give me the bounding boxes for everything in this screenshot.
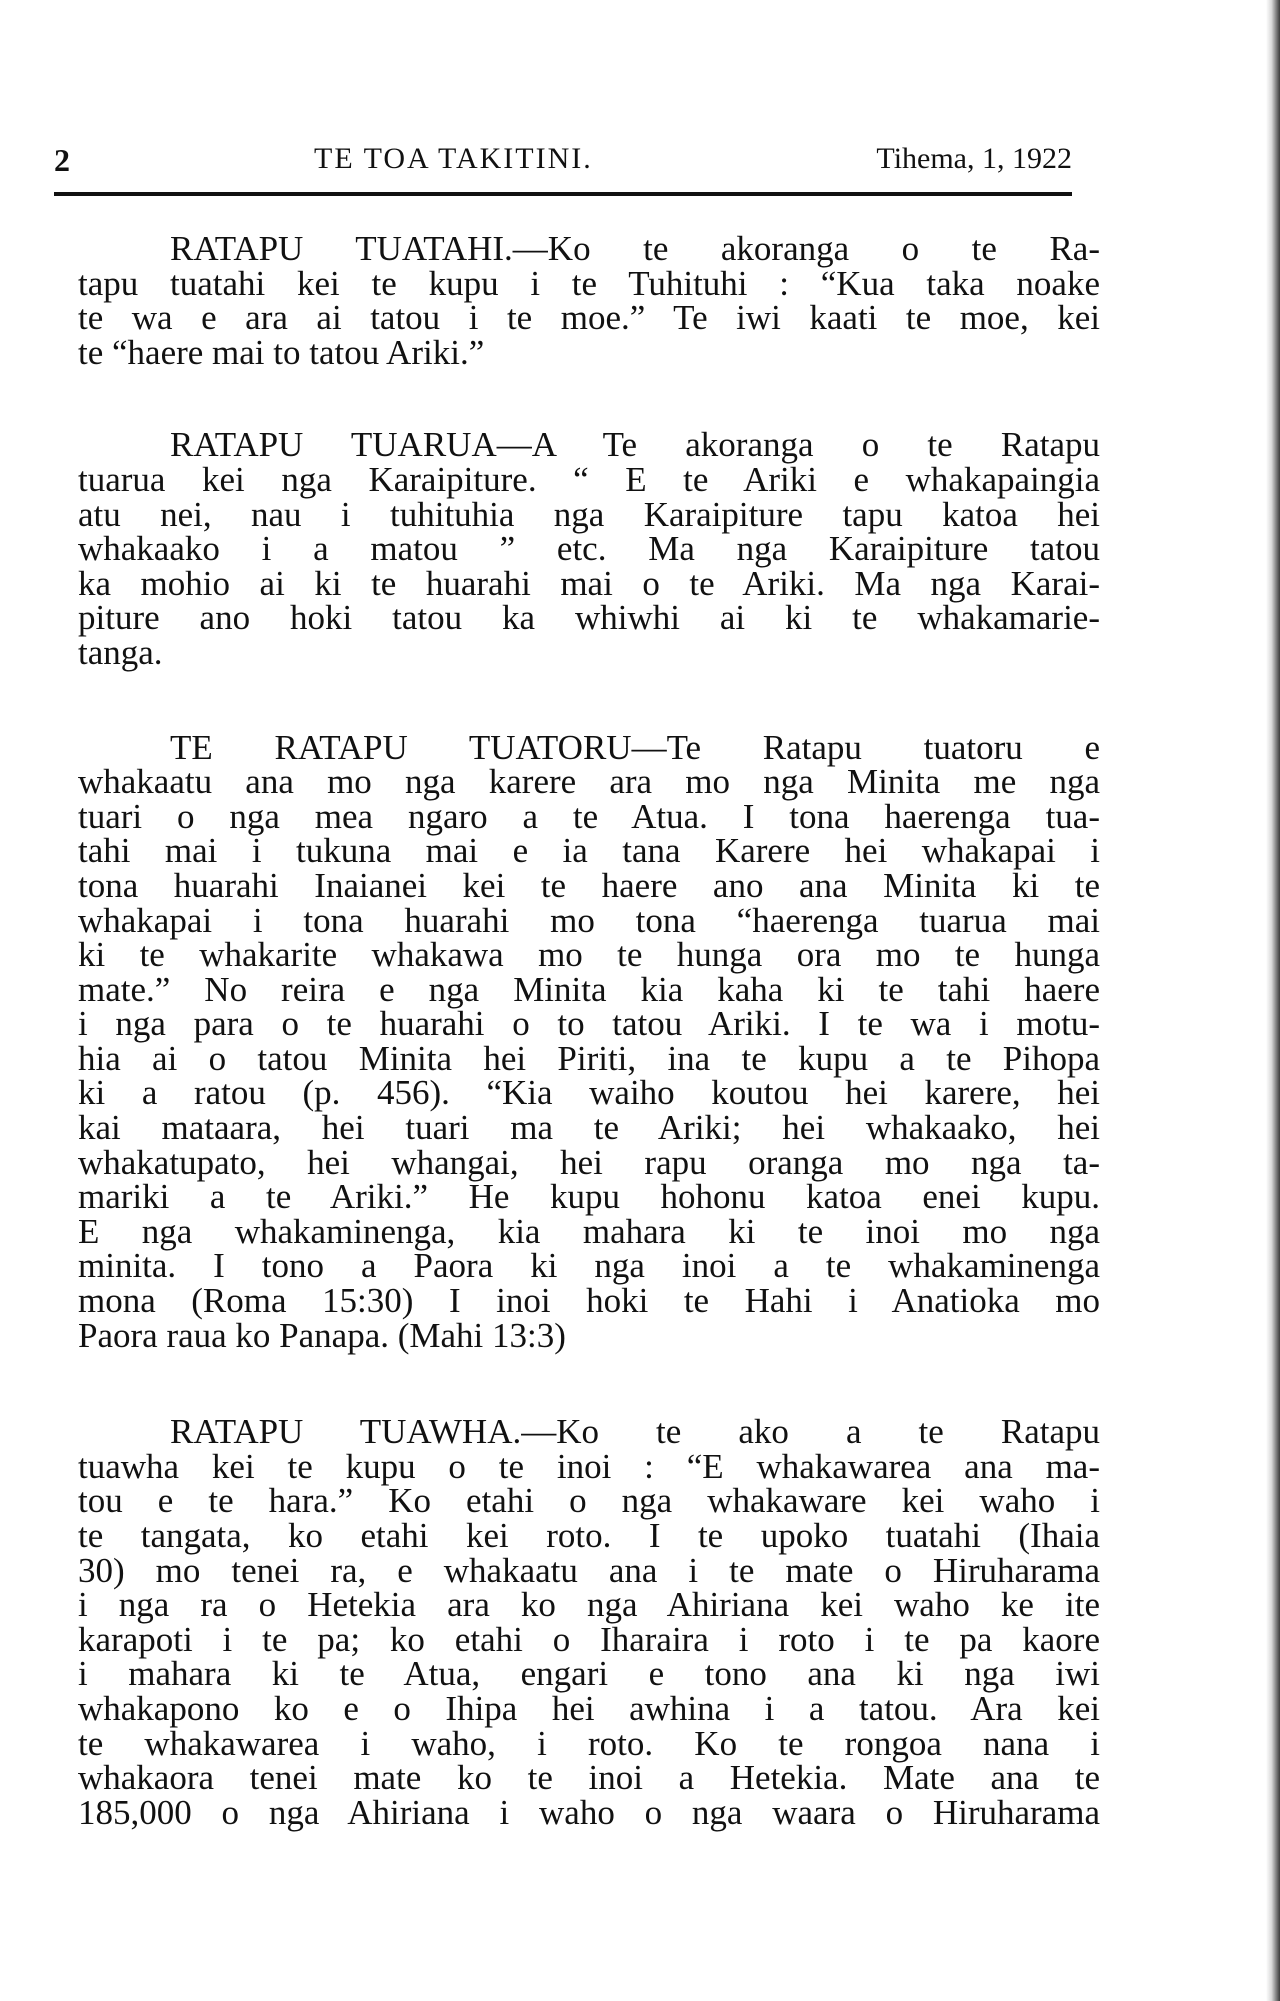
text-line: RATAPU TUARUA—A Te akoranga o te Ratapu [170,425,1100,465]
text-line: i nga ra o Hetekia ara ko nga Ahiriana kei waho ke ite [78,1585,1100,1625]
article-body [78,229,1100,1832]
text-line: te wa e ara ai tatou i te moe.” Te iwi kaati te moe, kei [78,298,1100,338]
text-line: kai mataara, hei tuari ma te Ariki; hei whakaako, hei [78,1108,1100,1148]
text-line: hia ai o tatou Minita hei Piriti, ina te kupu a te Pihopa [78,1038,1100,1078]
text-line: tanga. [78,632,163,672]
text-line: tuawha kei te kupu o te inoi : “E whakawarea ana ma- [78,1446,1100,1486]
text-line: whakaatu ana mo nga karere ara mo nga Minita me nga [78,762,1100,802]
text-line: whakatupato, hei whangai, hei rapu oranga mo nga ta- [78,1142,1100,1182]
text-line: mariki a te Ariki.” He kupu hohonu katoa enei kupu. [78,1177,1100,1217]
text-line: ka mohio ai ki te huarahi mai o te Ariki. Ma nga Karai- [78,563,1100,603]
text-line: i nga para o te huarahi o to tatou Ariki. I te wa i motu- [78,1004,1100,1044]
text-line: piture ano hoki tatou ka whiwhi ai ki te whakamarie- [78,598,1100,638]
page-edge-shadow [1266,0,1280,2001]
text-line: 30) mo tenei ra, e whakaatu ana i te mate o Hiruharama [78,1550,1100,1590]
text-line: tahi mai i tukuna mai e ia tana Karere hei whakapai i [78,831,1100,871]
text-line: minita. I tono a Paora ki nga inoi a te whakaminenga [78,1246,1100,1286]
paragraph-te-ratapu-tuatoru [78,727,1100,1355]
text-line: te tangata, ko etahi kei roto. I te upoko tuatahi (Ihaia [78,1516,1100,1555]
paragraph-ratapu-tuatahi [78,229,1100,372]
running-header [54,142,1072,186]
paragraph-ratapu-tuawha [78,1412,1100,1832]
text-line: mona (Roma 15:30) I inoi hoki te Hahi i Anatioka mo [78,1281,1100,1321]
text-line: tapu tuatahi kei te kupu i te Tuhituhi : “Kua taka noake [78,263,1100,303]
text-line: ki a ratou (p. 456). “Kia waiho koutou hei karere, hei [78,1073,1100,1113]
text-line: whakapai i tona huarahi mo tona “haerenga tuarua mai [78,900,1100,940]
text-line: RATAPU TUAWHA.—Ko te ako a te Ratapu [170,1412,1100,1452]
text-line: ki te whakarite whakawa mo te hunga ora mo te hunga [78,935,1100,975]
text-line: Paora raua ko Panapa. (Mahi 13:3) [78,1315,566,1355]
paragraph-ratapu-tuarua [78,425,1100,672]
text-line: E nga whakaminenga, kia mahara ki te inoi mo nga [78,1211,1100,1251]
text-line: karapoti i te pa; ko etahi o Iharaira i roto i te pa kaore [78,1619,1100,1659]
text-line: whakaako i a matou ” etc. Ma nga Karaipiture tatou [78,529,1100,569]
text-line: whakaora tenei mate ko te inoi a Hetekia. Mate ana te [78,1758,1100,1798]
text-line: tou e te hara.” Ko etahi o nga whakaware kei waho i [78,1481,1100,1521]
text-line: tona huarahi Inaianei kei te haere ano ana Minita ki te [78,865,1100,905]
page-number: 2 [54,142,70,178]
text-line: RATAPU TUATAHI.—Ko te akoranga o te Ra- [170,229,1100,268]
text-line: mate.” No reira e nga Minita kia kaha ki te tahi haere [78,969,1100,1009]
issue-date: Tihema, 1, 1922 [876,142,1072,175]
text-line: whakapono ko e o Ihipa hei awhina i a tatou. Ara kei [78,1688,1100,1728]
journal-title: TE TOA TAKITINI. [314,142,593,175]
text-line: tuari o nga mea ngaro a te Atua. I tona haerenga tua- [78,796,1100,836]
text-line: atu nei, nau i tuhituhia nga Karaipiture tapu katoa hei [78,494,1100,534]
text-line: tuarua kei nga Karaipiture. “ E te Ariki e whakapaingia [78,459,1100,499]
text-line: te whakawarea i waho, i roto. Ko te rongoa nana i [78,1723,1100,1763]
text-line: te “haere mai to tatou Ariki.” [78,332,485,372]
text-line: i mahara ki te Atua, engari e tono ana ki nga iwi [78,1654,1100,1694]
text-line: 185,000 o nga Ahiriana i waho o nga waara o Hiruharama [78,1792,1100,1832]
header-rule [54,192,1072,196]
text-line: TE RATAPU TUATORU—Te Ratapu tuatoru e [170,727,1100,767]
